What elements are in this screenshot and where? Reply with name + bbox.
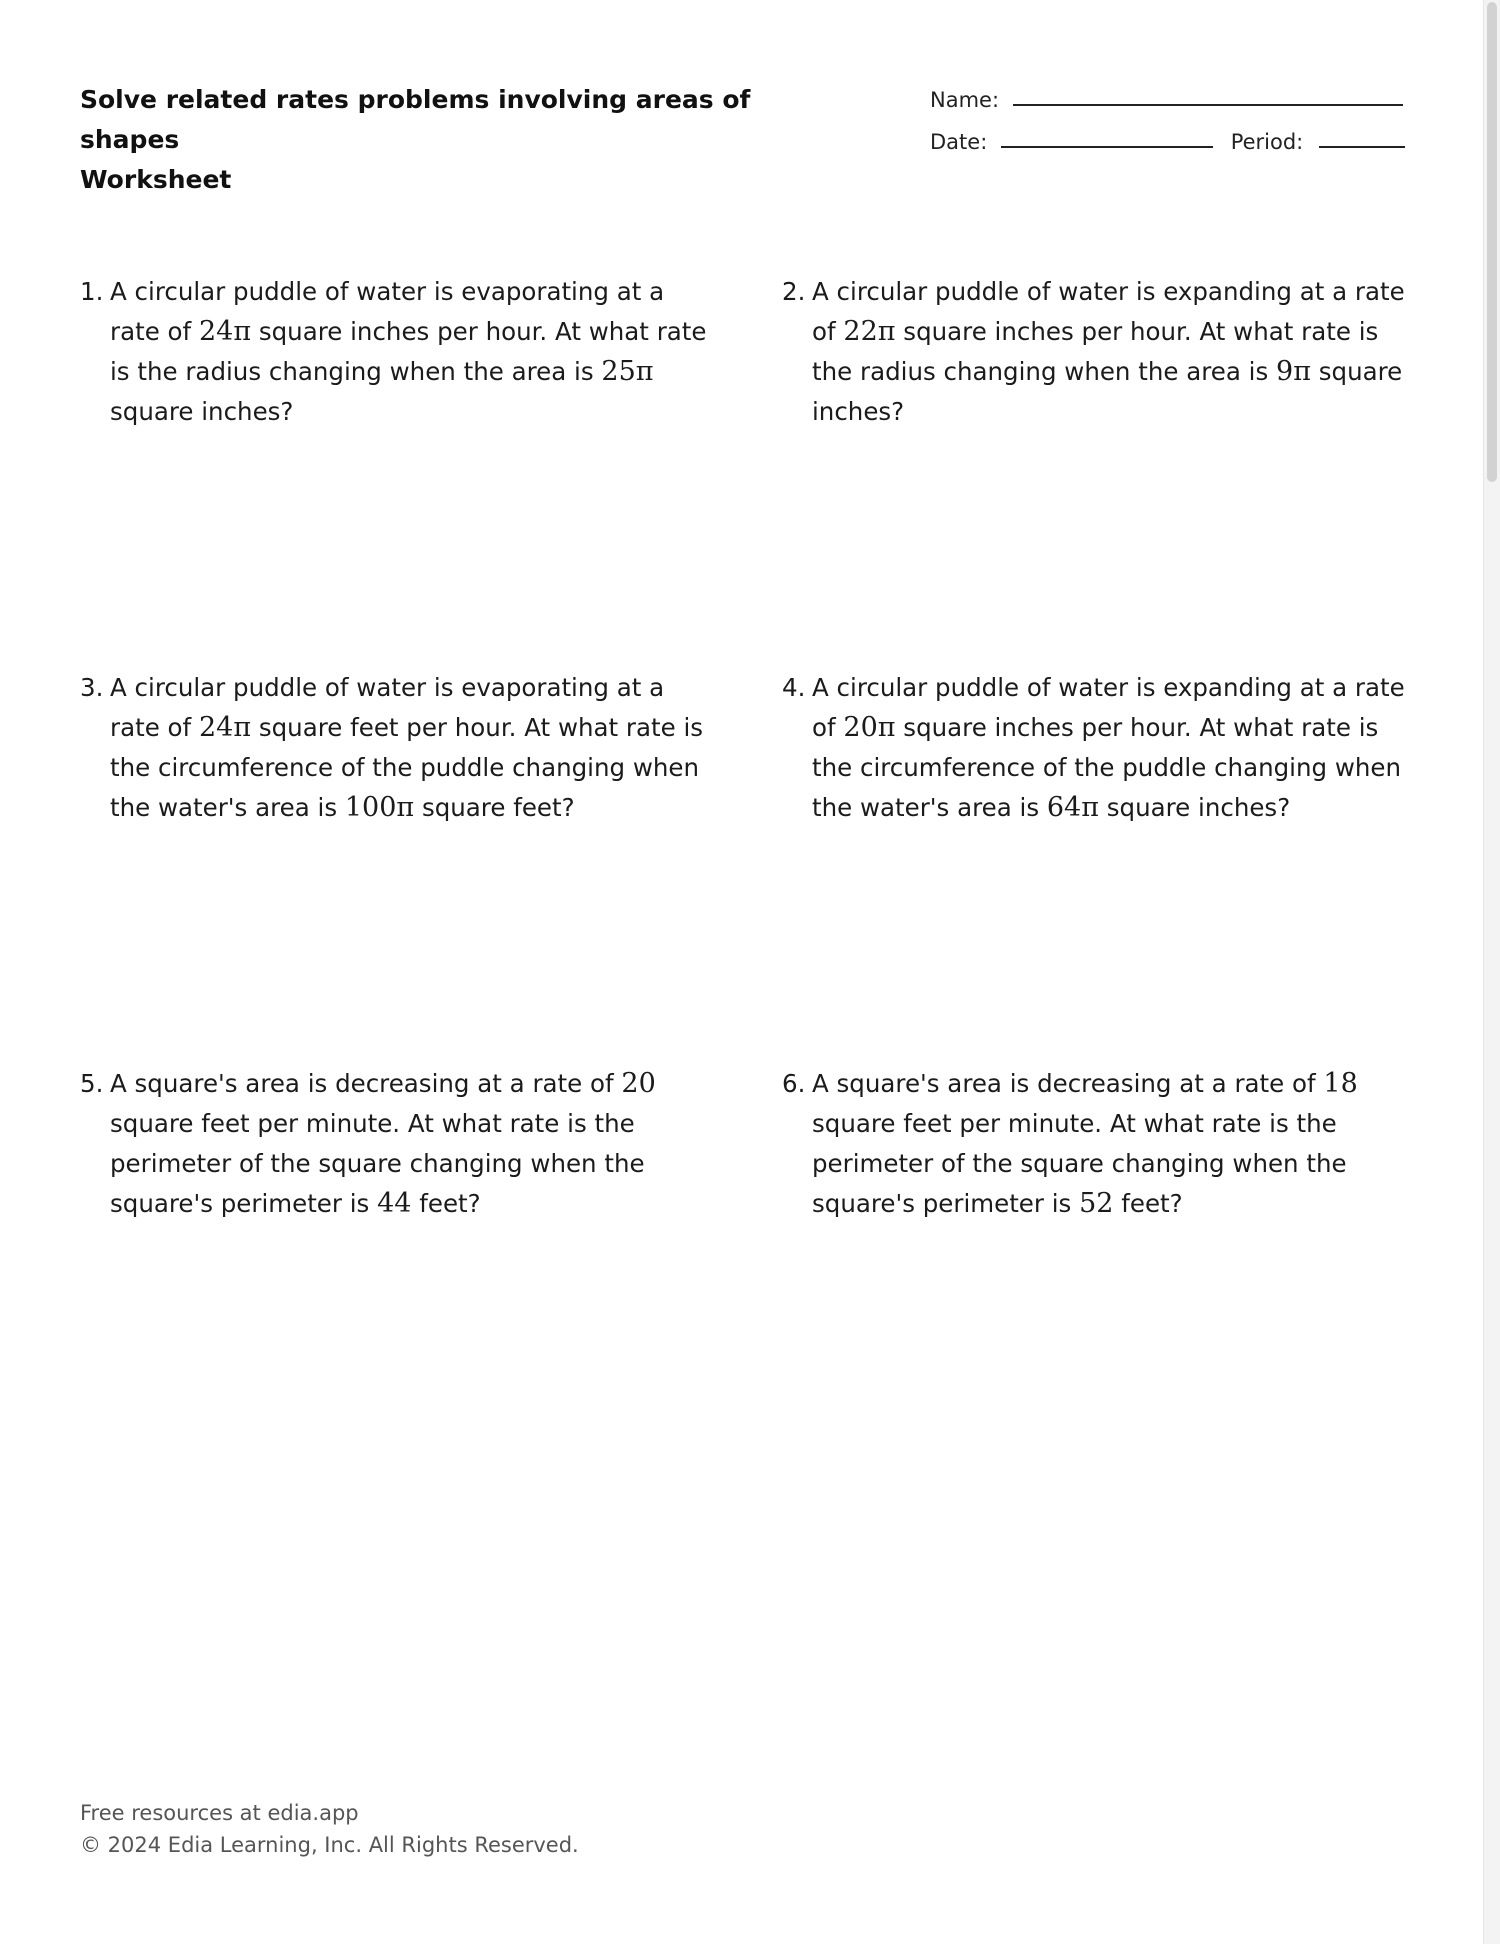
math-value: 18 <box>1323 1068 1358 1099</box>
name-label: Name: <box>930 88 1000 112</box>
name-field <box>930 88 1405 112</box>
problem-4 <box>782 668 1410 828</box>
title-line-2: Worksheet <box>80 165 232 194</box>
math-value: 24π <box>198 316 252 347</box>
problem-text: feet? <box>411 1189 481 1218</box>
math-value: 9π <box>1276 356 1311 387</box>
math-value: 24π <box>198 712 252 743</box>
math-value: 44 <box>377 1188 412 1219</box>
problem-5 <box>80 1064 720 1224</box>
problem-number: 2. <box>782 277 806 306</box>
problem-text: square inches? <box>1098 793 1291 822</box>
math-value: 22π <box>843 316 896 347</box>
problem-text: A circular puddle of water is expanding at a rate of <box>812 673 1405 742</box>
math-value: 20π <box>843 712 896 743</box>
problem-text: square feet per minute. At what rate is the perimeter of the square changing when the square's perimeter is <box>110 1109 645 1218</box>
math-value: 52 <box>1079 1188 1114 1219</box>
problem-1 <box>80 272 720 432</box>
problem-text: square inches? <box>110 397 294 426</box>
problem-text: square inches per hour. At what rate is the circumference of the puddle changing when the water's area is <box>812 713 1402 822</box>
math-value: 64π <box>1046 792 1099 823</box>
date-label: Date: <box>930 130 988 154</box>
date-line <box>1001 145 1212 148</box>
period-label: Period: <box>1230 130 1304 154</box>
problem-text: square inches per hour. At what rate is the radius changing when the area is <box>812 317 1379 386</box>
problem-text: square feet? <box>414 793 575 822</box>
math-value: 20 <box>621 1068 656 1099</box>
problem-text: square inches? <box>812 357 1403 426</box>
problem-text: feet? <box>1113 1189 1183 1218</box>
problem-text: A circular puddle of water is expanding at a rate of <box>812 277 1405 346</box>
problem-6 <box>782 1064 1410 1224</box>
problem-3 <box>80 668 720 828</box>
scrollbar-thumb[interactable] <box>1487 2 1497 482</box>
date-period-row <box>930 130 1405 154</box>
worksheet-title <box>80 80 840 200</box>
footer-copyright: © 2024 Edia Learning, Inc. All Rights Reserved. <box>80 1833 579 1857</box>
math-value: 100π <box>344 792 415 823</box>
name-line <box>1013 103 1403 106</box>
problem-text: A circular puddle of water is evaporating at a rate of <box>110 673 665 742</box>
footer-resources: Free resources at edia.app <box>80 1801 359 1825</box>
problem-text: square feet per hour. At what rate is the circumference of the puddle changing when the water's area is <box>110 713 704 822</box>
page-footer <box>80 1797 579 1861</box>
problem-number: 4. <box>782 673 806 702</box>
problem-text: A circular puddle of water is evaporating at a rate of <box>110 277 665 346</box>
problem-number: 3. <box>80 673 104 702</box>
problem-2 <box>782 272 1410 432</box>
problem-text: square feet per minute. At what rate is the perimeter of the square changing when the square's perimeter is <box>812 1109 1347 1218</box>
vertical-scrollbar[interactable] <box>1483 0 1500 1944</box>
problem-number: 6. <box>782 1069 806 1098</box>
problem-text: A square's area is decreasing at a rate of <box>812 1069 1324 1098</box>
problem-text: A square's area is decreasing at a rate of <box>110 1069 622 1098</box>
problem-text: square inches per hour. At what rate is the radius changing when the area is <box>110 317 707 386</box>
problem-number: 1. <box>80 277 104 306</box>
math-value: 25π <box>601 356 654 387</box>
period-line <box>1319 145 1405 148</box>
problem-number: 5. <box>80 1069 104 1098</box>
title-line-1: Solve related rates problems involving areas of shapes <box>80 85 751 154</box>
